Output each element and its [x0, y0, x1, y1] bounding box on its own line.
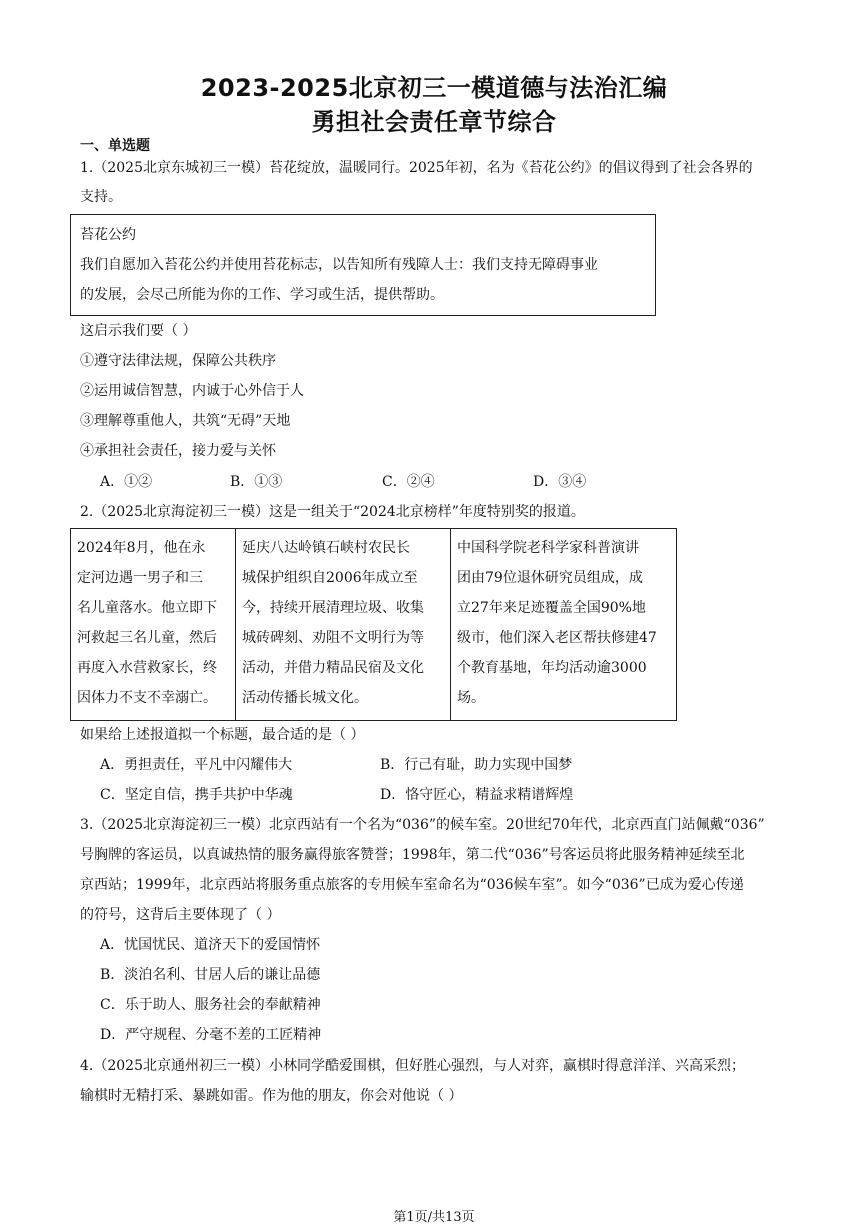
question-3-stem-line2: 号胸牌的客运员，以真诚热情的服务赢得旅客赞誉；1998年，第二代“036”号客运员将此服务精神延续至北	[80, 847, 745, 863]
option-c[interactable]: C．②④	[382, 474, 435, 490]
option-c[interactable]: C．坚定自信，携手共护中华魂	[100, 787, 293, 803]
question-3-stem-line1: 3.（2025北京海淀初三一模）北京西站有一个名为“036”的候车室。20世纪70年代，北京西直门站佩戴“036”	[80, 817, 765, 833]
question-4-stem-line2: 输棋时无精打采、暴跳如雷。作为他的朋友，你会对他说（ ）	[80, 1088, 463, 1104]
option-a[interactable]: A．①②	[100, 474, 153, 490]
question-1-item-4: ④承担社会责任，接力爱与关怀	[80, 443, 276, 459]
question-1-stem-line1: 1.（2025北京东城初三一模）苔花绽放，温暖同行。2025年初，名为《苔花公约》的倡议得到了社会各界的	[80, 160, 753, 176]
section-title: 一、单选题	[80, 138, 150, 154]
option-b[interactable]: B．行己有耻，助力实现中国梦	[380, 757, 573, 773]
option-d[interactable]: D．恪守匠心，精益求精谱辉煌	[380, 787, 574, 803]
news-table	[70, 528, 677, 721]
pact-text-line1: 我们自愿加入苔花公约并使用苔花标志，以告知所有残障人士：我们支持无障碍事业	[80, 257, 598, 273]
question-1-item-2: ②运用诚信智慧，内诚于心外信于人	[80, 383, 304, 399]
table-row	[71, 529, 677, 721]
option-a[interactable]: A．勇担责任，平凡中闪耀伟大	[100, 757, 293, 773]
question-4-stem-line1: 4.（2025北京通州初三一模）小林同学酷爱围棋，但好胜心强烈，与人对弈，赢棋时得意洋洋、兴高采烈；	[80, 1058, 745, 1074]
option-b[interactable]: B．①③	[230, 474, 283, 490]
question-2-prompt: 如果给上述报道拟一个标题，最合适的是（ ）	[80, 727, 365, 743]
question-2-stem: 2.（2025北京海淀初三一模）这是一组关于“2024北京榜样”年度特别奖的报道。	[80, 504, 585, 520]
question-1-stem-line2: 支持。	[80, 189, 122, 205]
news-cell-3: 中国科学院老科学家科普演讲 团由79位退休研究员组成，成 立27年来足迹覆盖全国90%地 级市，他们深入老区帮扶修建47 个教育基地，年均活动逾3000 场。	[451, 529, 677, 721]
page-subtitle: 勇担社会责任章节综合	[311, 108, 557, 136]
pact-text-line2: 的发展，会尽己所能为你的工作、学习或生活，提供帮助。	[80, 287, 444, 303]
question-1-prompt: 这启示我们要（ ）	[80, 323, 197, 339]
page-number: 第1页/共13页	[393, 1210, 475, 1225]
news-cell-2: 延庆八达岭镇石峡村农民长 城保护组织自2006年成立至 今，持续开展清理垃圾、收集 城砖碑刻、劝阻不文明行为等 活动，并借力精品民宿及文化 活动传播长城文化。	[236, 529, 451, 721]
question-3-option-c[interactable]: C．乐于助人、服务社会的奉献精神	[100, 997, 321, 1013]
question-1-item-1: ①遵守法律法规，保障公共秩序	[80, 353, 276, 369]
pact-heading: 苔花公约	[80, 227, 136, 243]
question-3-stem-line3: 京西站；1999年，北京西站将服务重点旅客的专用候车室命名为“036候车室”。如今“036”已成为爱心传递	[80, 877, 744, 893]
question-1-item-3: ③理解尊重他人，共筑“无碍”天地	[80, 413, 291, 429]
page-title: 2023-2025北京初三一模道德与法治汇编	[200, 74, 668, 102]
question-3-option-a[interactable]: A．忧国忧民、道济天下的爱国情怀	[100, 937, 321, 953]
pact-box	[70, 214, 656, 316]
question-3-option-d[interactable]: D．严守规程、分毫不差的工匠精神	[100, 1027, 322, 1043]
question-3-option-b[interactable]: B．淡泊名利、甘居人后的谦让品德	[100, 967, 321, 983]
question-3-stem-line4: 的符号，这背后主要体现了（ ）	[80, 907, 281, 923]
option-d[interactable]: D．③④	[533, 474, 587, 490]
news-cell-1: 2024年8月，他在永 定河边遇一男子和三 名儿童落水。他立即下 河救起三名儿童，然后 再度入水营救家长，终 因体力不支不幸溺亡。	[71, 529, 236, 721]
